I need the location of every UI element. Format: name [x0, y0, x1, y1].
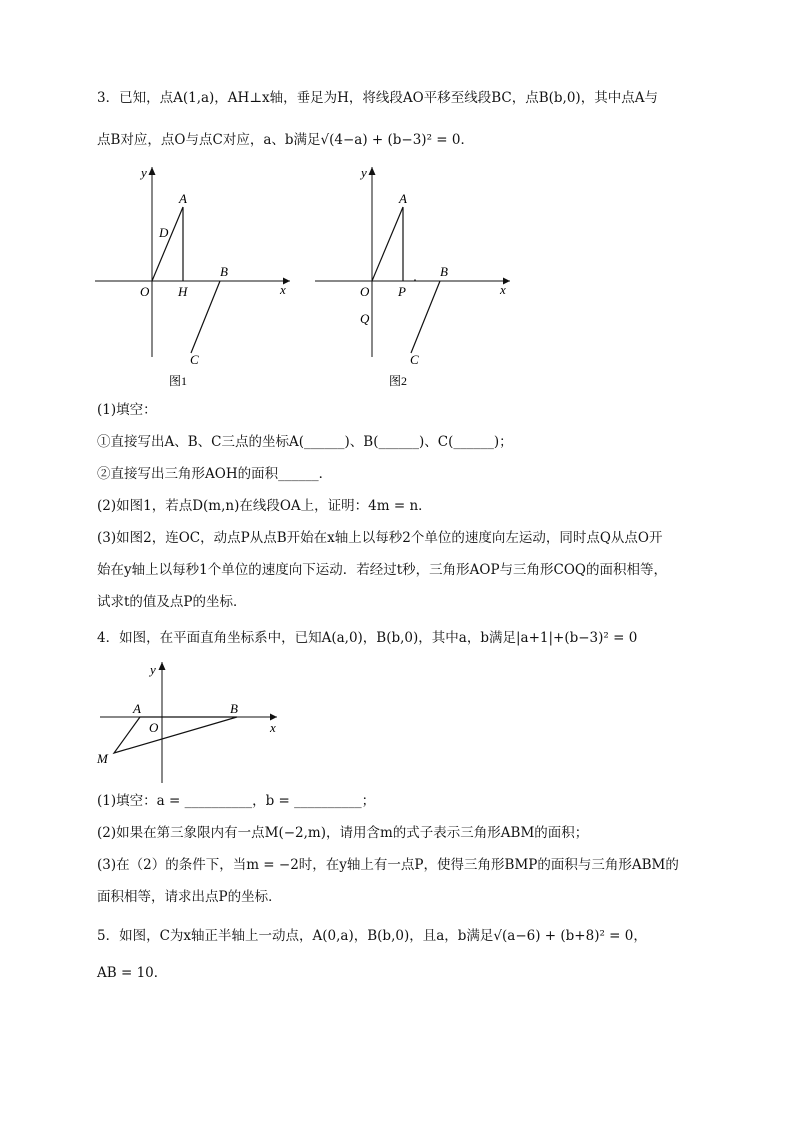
fig2-label-y: y [361, 165, 367, 180]
fig1-label-o: O [140, 284, 150, 299]
q4-part3-line1: (3)在（2）的条件下，当m = −2时，在y轴上有一点P，使得三角形BMP的面积与三角形ABM的 [97, 857, 679, 873]
fig1-caption: 图1 [169, 374, 188, 388]
fig1-label-b: B [220, 264, 228, 279]
fig2-caption: 图2 [389, 374, 408, 388]
q3-stem-line2: 点B对应，点O与点C对应，a、b满足√(4−a) + (b−3)² = 0． [97, 132, 474, 148]
fig1-label-d: D [159, 225, 169, 240]
q4-label-a: A [133, 701, 141, 716]
fig1-label-x: x [280, 282, 286, 297]
q4-figure [95, 660, 285, 785]
fig2-label-p: P [398, 284, 406, 299]
fig1-label-c: C [190, 352, 199, 367]
q4-label-o: O [149, 720, 159, 735]
q3-part2: (2)如图1，若点D(m,n)在线段OA上，证明：4m = n． [97, 498, 432, 514]
q4-label-m: M [97, 751, 108, 766]
q3-stem-line1: 3．已知，点A(1,a)，AH⊥x轴，垂足为H，将线段AO平移至线段BC，点B(b,0)，其中点A与 [97, 90, 658, 106]
fig1-label-y: y [141, 165, 147, 180]
q4-label-b: B [230, 701, 238, 716]
q4-part1: (1)填空：a = __________，b = __________； [97, 793, 376, 809]
fig2-label-c: C [410, 352, 419, 367]
fig2-label-o: O [360, 284, 370, 299]
fig2-label-q: Q [360, 311, 370, 326]
fig1-label-a: A [179, 191, 187, 206]
q3-part3-line3: 试求t的值及点P的坐标． [97, 594, 247, 610]
q4-label-y: y [150, 662, 156, 677]
q4-part2: (2)如果在第三象限内有一点M(−2,m)，请用含m的式子表示三角形ABM的面积； [97, 825, 589, 841]
q3-figure-2 [315, 163, 520, 393]
q3-part1-a: ①直接写出A、B、C三点的坐标A(______)、B(______)、C(______)； [97, 434, 513, 450]
q5-stem-line2: AB = 10． [97, 965, 168, 981]
fig1-label-h: H [178, 284, 188, 299]
q3-part1-b: ②直接写出三角形AOH的面积______． [97, 466, 333, 482]
q3-part3-line2: 始在y轴上以每秒1个单位的速度向下运动．若经过t秒，三角形AOP与三角形COQ的面积相等， [97, 562, 668, 578]
q3-part1-heading: (1)填空： [97, 402, 157, 418]
fig2-label-b: B [440, 264, 448, 279]
q3-part3-line1: (3)如图2，连OC，动点P从点B开始在x轴上以每秒2个单位的速度向左运动，同时点Q从点O开 [97, 530, 663, 546]
fig2-label-x: x [500, 282, 506, 297]
q4-label-x: x [270, 720, 276, 735]
q3-figure-1 [95, 163, 300, 393]
fig2-label-a: A [399, 191, 407, 206]
q4-part3-line2: 面积相等，请求出点P的坐标． [97, 889, 282, 905]
q5-stem-line1: 5．如图，C为x轴正半轴上一动点，A(0,a)，B(b,0)，且a，b满足√(a−6) + (b+8)² = 0， [97, 928, 647, 944]
q4-stem: 4．如图，在平面直角坐标系中，已知A(a,0)，B(b,0)，其中a，b满足|a+1|+(b−3)² = 0 [97, 630, 638, 646]
